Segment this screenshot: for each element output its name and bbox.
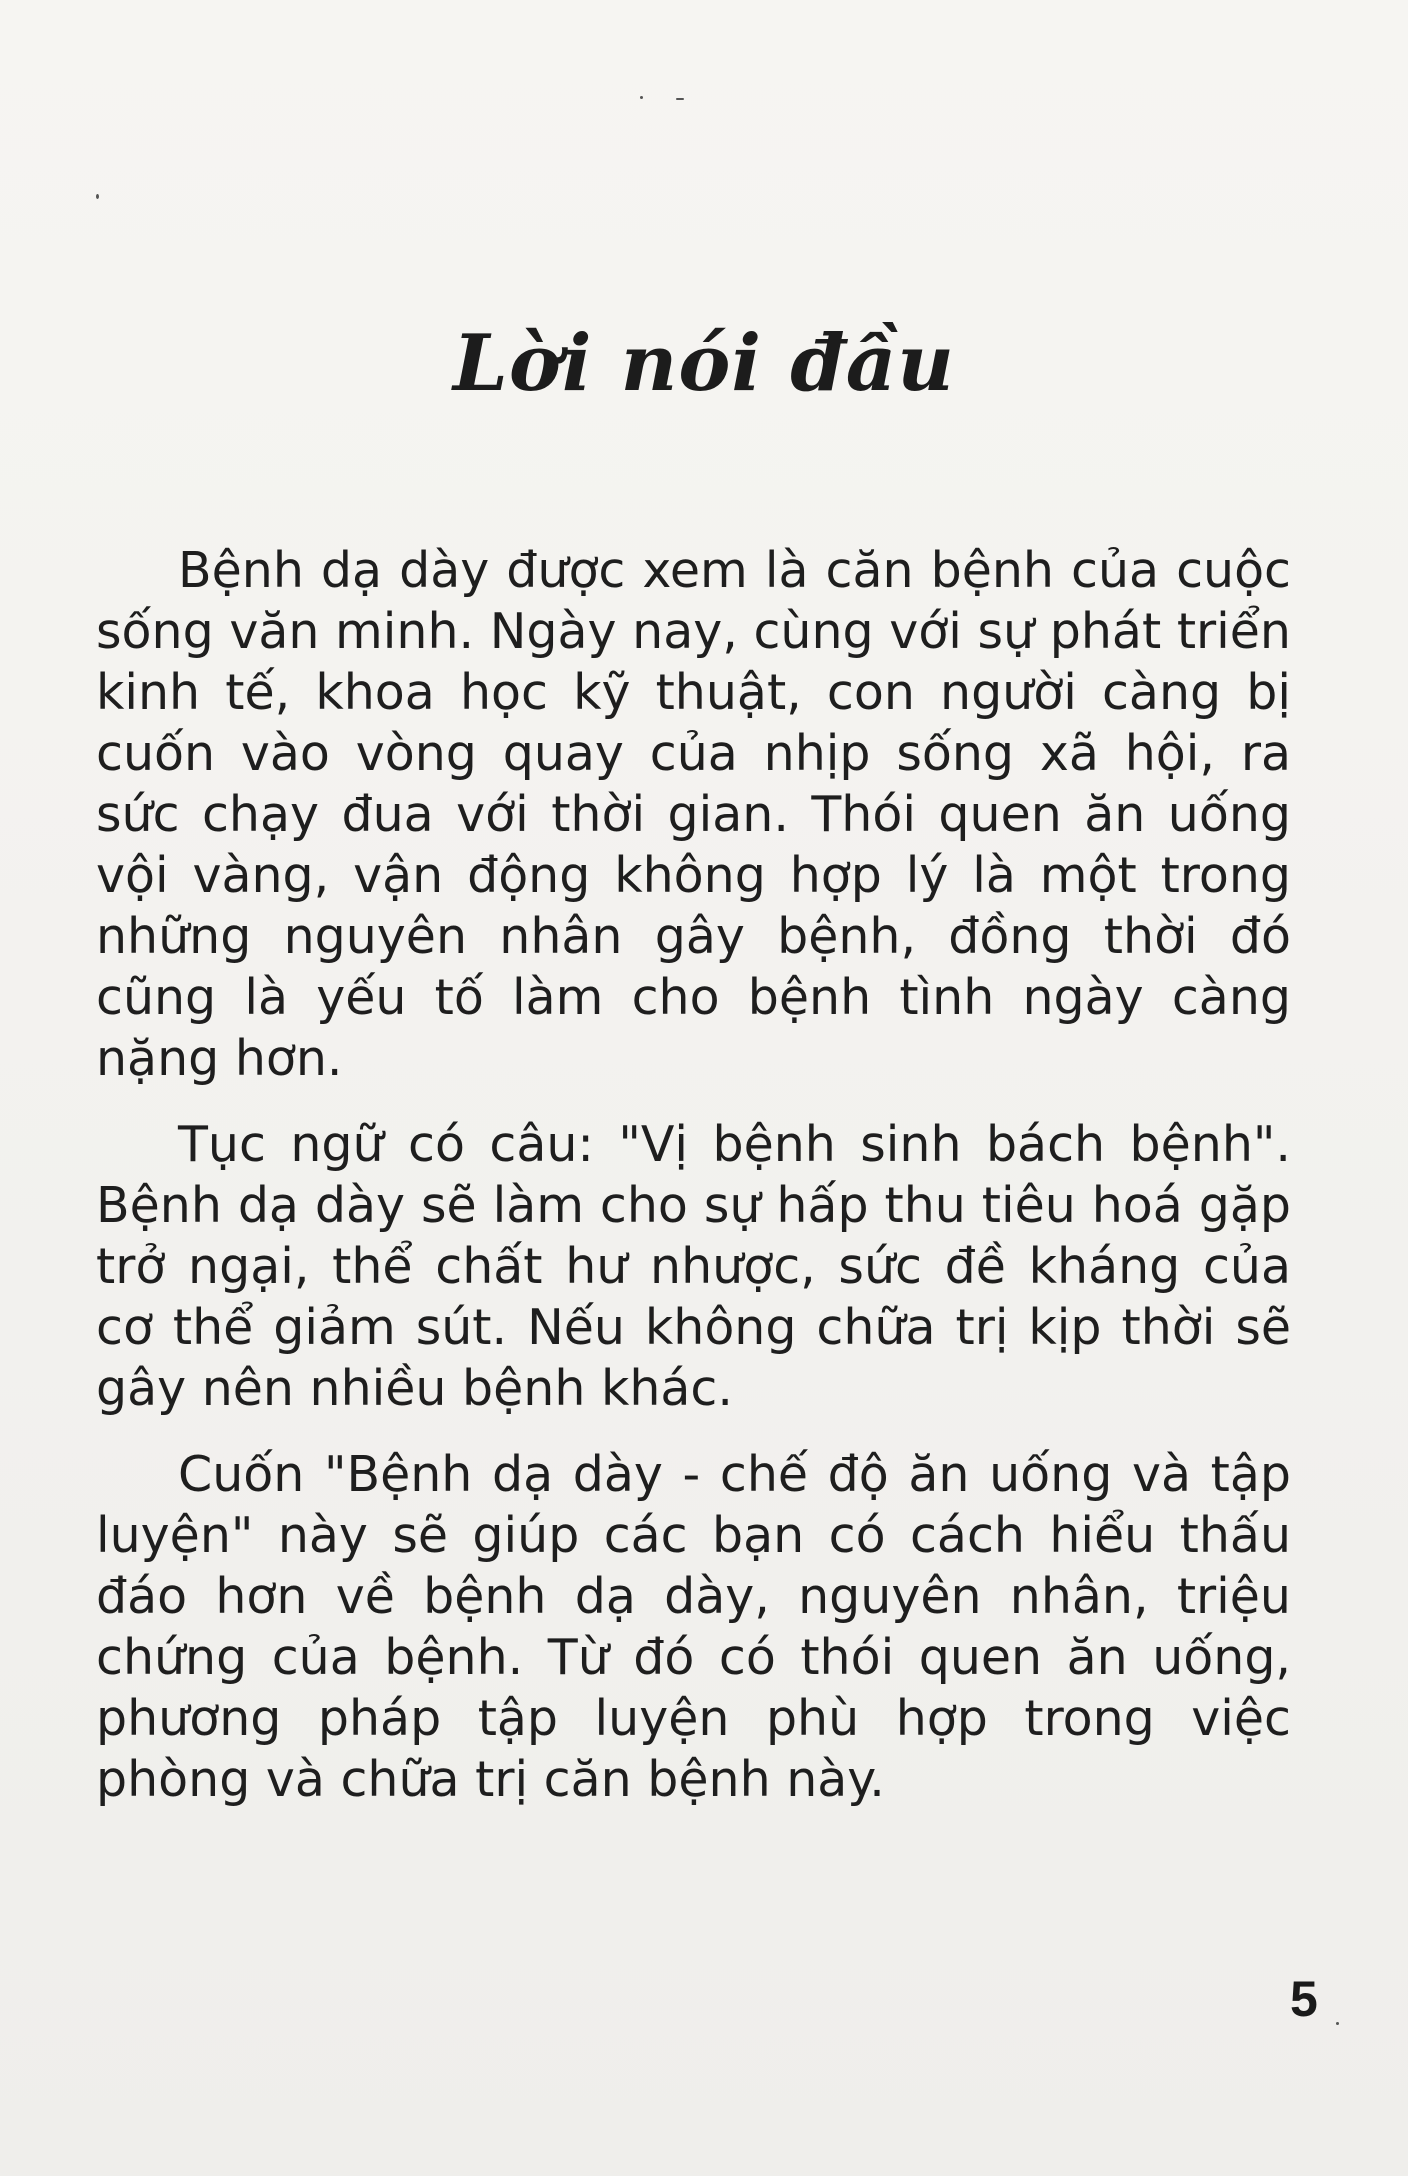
page-title: Lời nói đầu — [453, 318, 955, 409]
paragraph: Tục ngữ có câu: "Vị bệnh sinh bách bệnh". Bệnh dạ dày sẽ làm cho sự hấp thu tiêu hoá gặp trở ngại, thể chất hư nhược, sức đề kháng của cơ thể giảm sút. Nếu không chữa trị kịp thời sẽ gây nên nhiều bệnh khác. — [96, 1116, 1291, 1417]
print-speck — [96, 194, 99, 199]
preface-body — [96, 540, 1291, 1835]
print-speck — [640, 96, 643, 99]
paragraph: Cuốn "Bệnh dạ dày - chế độ ăn uống và tập luyện" này sẽ giúp các bạn có cách hiểu thấu đáo hơn về bệnh dạ dày, nguyên nhân, triệu chứng của bệnh. Từ đó có thói quen ăn uống, phương pháp tập luyện phù hợp trong việc phòng và chữa trị căn bệnh này. — [96, 1446, 1291, 1808]
print-speck — [1336, 2022, 1339, 2025]
paragraph: Bệnh dạ dày được xem là căn bệnh của cuộc sống văn minh. Ngày nay, cùng với sự phát triển kinh tế, khoa học kỹ thuật, con người càng bị cuốn vào vòng quay của nhịp sống xã hội, ra sức chạy đua với thời gian. Thói quen ăn uống vội vàng, vận động không hợp lý là một trong những nguyên nhân gây bệnh, đồng thời đó cũng là yếu tố làm cho bệnh tình ngày càng nặng hơn. — [96, 542, 1291, 1087]
page-number: 5 — [1290, 1971, 1318, 2027]
print-speck — [676, 98, 684, 100]
